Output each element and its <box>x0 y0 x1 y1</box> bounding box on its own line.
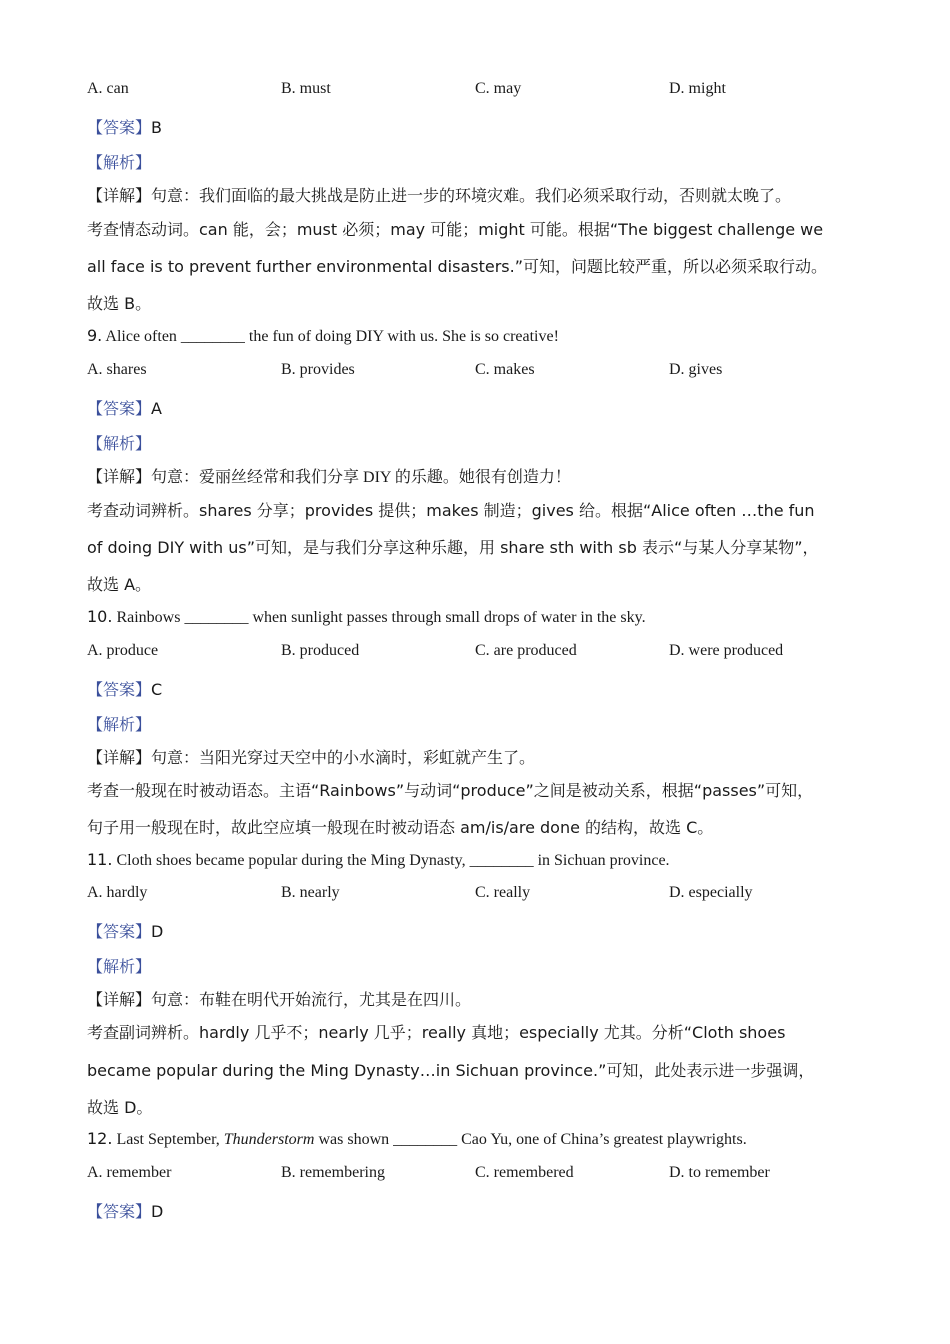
q12-option-b[interactable]: B. remembering <box>281 1164 385 1181</box>
q10-explanation-line-2: 句子用一般现在时，故此空应填一般现在时被动语态 am/is/are done 的结构，故选 C。 <box>87 818 714 837</box>
q8-analysis-heading <box>87 150 151 173</box>
question-text-before: Last September, <box>116 1131 224 1148</box>
q9-explanation-line-1: 考查动词辨析。shares 分享；provides 提供；makes 制造；gives 给。根据“Alice often …the fun <box>87 501 815 520</box>
q9-option-a[interactable]: A. shares <box>87 361 147 378</box>
q9-detail <box>87 464 571 487</box>
q11-option-a[interactable]: A. hardly <box>87 884 148 901</box>
detail-tag: 【详解】 <box>87 992 152 1009</box>
detail-text: 句意：布鞋在明代开始流行，尤其是在四川。 <box>151 992 472 1009</box>
q12-answer <box>87 1199 163 1222</box>
q8-option-a[interactable]: A. can <box>87 80 129 97</box>
answer-tag: 【答案】 <box>87 922 152 941</box>
q8-detail <box>87 183 791 206</box>
answer-tag: 【答案】 <box>87 118 152 137</box>
q9-analysis-heading <box>87 431 151 454</box>
answer-value: A <box>151 399 162 418</box>
answer-value: D <box>151 1202 164 1221</box>
answer-tag: 【答案】 <box>87 680 152 699</box>
q8-explanation-line-1: 考查情态动词。can 能，会；must 必须；may 可能；might 可能。根据“The biggest challenge we <box>87 220 824 239</box>
q10-option-a[interactable]: A. produce <box>87 642 159 659</box>
q11-option-c[interactable]: C. really <box>475 884 531 901</box>
q11-explanation-line-2: became popular during the Ming Dynasty…in Sichuan province.”可知，此处表示进一步强调， <box>87 1061 815 1080</box>
q10-option-c[interactable]: C. are produced <box>475 642 577 659</box>
q8-option-c[interactable]: C. may <box>475 80 522 97</box>
q9-option-b[interactable]: B. provides <box>281 361 355 378</box>
answer-tag: 【答案】 <box>87 1202 152 1221</box>
detail-tag: 【详解】 <box>87 750 152 767</box>
analysis-tag: 【解析】 <box>87 434 152 453</box>
q8-explanation-line-2: all face is to prevent further environmental disasters.”可知，问题比较严重，所以必须采取行动。 <box>87 257 827 276</box>
detail-tag: 【详解】 <box>87 188 152 205</box>
question-text: Alice often ________ the fun of doing DIY with us. She is so creative! <box>105 328 559 345</box>
detail-text: 句意：我们面临的最大挑战是防止进一步的环境灾难。我们必须采取行动，否则就太晚了。 <box>151 188 792 205</box>
q10-detail <box>87 745 535 768</box>
q12-option-a[interactable]: A. remember <box>87 1164 172 1181</box>
answer-value: B <box>151 118 162 137</box>
q9-explanation-line-3: 故选 A。 <box>87 575 152 594</box>
q11-explanation-line-3: 故选 D。 <box>87 1098 153 1117</box>
q10-analysis-heading <box>87 712 151 735</box>
question-number: 9. <box>87 326 103 345</box>
q11-detail <box>87 987 471 1010</box>
play-title: Thunderstorm <box>223 1131 315 1148</box>
q11-stem <box>87 850 670 870</box>
question-text: Cloth shoes became popular during the Ming Dynasty, ________ in Sichuan province. <box>116 852 670 869</box>
q9-option-c[interactable]: C. makes <box>475 361 535 378</box>
q8-explanation-line-3: 故选 B。 <box>87 294 152 313</box>
q10-stem <box>87 607 646 627</box>
q10-option-b[interactable]: B. produced <box>281 642 360 659</box>
q11-explanation-line-1: 考查副词辨析。hardly 几乎不；nearly 几乎；really 真地；especially 尤其。分析“Cloth shoes <box>87 1023 786 1042</box>
analysis-tag: 【解析】 <box>87 957 152 976</box>
analysis-tag: 【解析】 <box>87 715 152 734</box>
detail-tag: 【详解】 <box>87 469 152 486</box>
detail-text: 句意：爱丽丝经常和我们分享 DIY 的乐趣。她很有创造力！ <box>151 469 571 486</box>
answer-tag: 【答案】 <box>87 399 152 418</box>
question-number: 11. <box>87 850 113 869</box>
analysis-tag: 【解析】 <box>87 153 152 172</box>
q8-option-d[interactable]: D. might <box>669 80 726 97</box>
q11-option-d[interactable]: D. especially <box>669 884 753 901</box>
q9-answer <box>87 396 162 419</box>
answer-value: D <box>151 922 164 941</box>
q8-answer <box>87 115 162 138</box>
q9-explanation-line-2: of doing DIY with us”可知，是与我们分享这种乐趣，用 share sth with sb 表示“与某人分享某物”， <box>87 538 819 557</box>
q9-option-d[interactable]: D. gives <box>669 361 723 378</box>
question-text: Rainbows ________ when sunlight passes through small drops of water in the sky. <box>116 609 646 626</box>
question-number: 12. <box>87 1129 113 1148</box>
q10-explanation-line-1: 考查一般现在时被动语态。主语“Rainbows”与动词“produce”之间是被动关系，根据“passes”可知， <box>87 781 814 800</box>
q11-option-b[interactable]: B. nearly <box>281 884 340 901</box>
answer-value: C <box>151 680 163 699</box>
q11-answer <box>87 919 163 942</box>
question-text-after: was shown ________ Cao Yu, one of China’s greatest playwrights. <box>314 1131 747 1148</box>
q12-option-c[interactable]: C. remembered <box>475 1164 574 1181</box>
question-number: 10. <box>87 607 113 626</box>
q11-analysis-heading <box>87 954 151 977</box>
q8-option-b[interactable]: B. must <box>281 80 331 97</box>
detail-text: 句意：当阳光穿过天空中的小水滴时，彩虹就产生了。 <box>151 750 536 767</box>
q9-stem <box>87 326 559 346</box>
q10-answer <box>87 677 162 700</box>
q12-option-d[interactable]: D. to remember <box>669 1164 770 1181</box>
q12-stem <box>87 1129 747 1149</box>
q10-option-d[interactable]: D. were produced <box>669 642 784 659</box>
